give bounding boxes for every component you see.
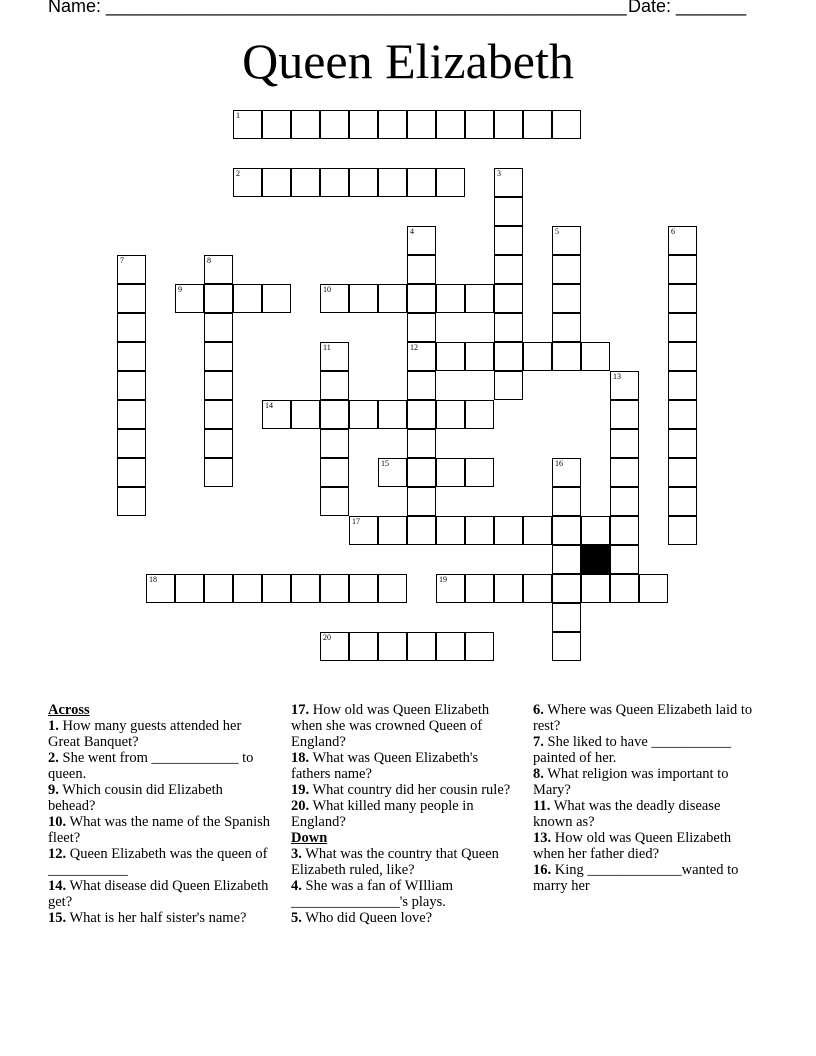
crossword-cell[interactable] [552, 516, 581, 545]
crossword-cell[interactable] [436, 168, 465, 197]
date-field-label: Date: _______ [628, 0, 747, 16]
crossword-cell[interactable] [204, 313, 233, 342]
crossword-cell[interactable] [668, 487, 697, 516]
crossword-cell[interactable] [146, 574, 175, 603]
clue-number: 5 [555, 227, 559, 236]
clue-across-14: 14. What disease did Queen Elizabeth get? [48, 878, 269, 910]
crossword-cell[interactable] [117, 371, 146, 400]
crossword-cell[interactable] [407, 255, 436, 284]
name-field-label: Name: ____________________________________________________ [48, 0, 627, 16]
crossword-cell[interactable] [407, 168, 436, 197]
crossword-cell[interactable] [320, 371, 349, 400]
crossword-cell[interactable] [407, 458, 436, 487]
crossword-cell[interactable] [204, 255, 233, 284]
crossword-cell[interactable] [117, 429, 146, 458]
crossword-cell[interactable] [291, 574, 320, 603]
crossword-cell[interactable] [552, 603, 581, 632]
crossword-cell[interactable] [407, 371, 436, 400]
crossword-cell[interactable] [117, 284, 146, 313]
crossword-cell[interactable] [320, 284, 349, 313]
crossword-cell[interactable] [523, 516, 552, 545]
crossword-cell[interactable] [407, 226, 436, 255]
clue-column-2 [291, 702, 513, 926]
clue-number: 13 [613, 372, 621, 381]
crossword-block-cell [581, 545, 610, 574]
clue-across-10: 10. What was the name of the Spanish fleet? [48, 814, 271, 846]
crossword-cell[interactable] [378, 458, 407, 487]
crossword-cell[interactable] [407, 342, 436, 371]
crossword-cell[interactable] [523, 574, 552, 603]
crossword-cell[interactable] [552, 284, 581, 313]
clue-number: 18 [149, 575, 157, 584]
clue-number: 12 [410, 343, 418, 352]
clue-across-12: 12. Queen Elizabeth was the queen of ___________ [48, 846, 268, 878]
crossword-cell[interactable] [349, 168, 378, 197]
crossword-cell[interactable] [378, 284, 407, 313]
crossword-cell[interactable] [552, 574, 581, 603]
clue-number: 20 [323, 633, 331, 642]
crossword-cell[interactable] [320, 574, 349, 603]
crossword-cell[interactable] [320, 342, 349, 371]
crossword-cell[interactable] [494, 168, 523, 197]
clue-down-5: 5. Who did Queen love? [291, 910, 433, 926]
crossword-cell[interactable] [407, 632, 436, 661]
crossword-cell[interactable] [523, 110, 552, 139]
clue-number: 14 [265, 401, 273, 410]
clue-number: 10 [323, 285, 331, 294]
crossword-cell[interactable] [552, 545, 581, 574]
crossword-cell[interactable] [552, 632, 581, 661]
crossword-cell[interactable] [436, 400, 465, 429]
clue-down-13: 13. How old was Queen Elizabeth when her father died? [533, 830, 732, 862]
crossword-cell[interactable] [117, 342, 146, 371]
crossword-cell[interactable] [291, 400, 320, 429]
crossword-cell[interactable] [378, 632, 407, 661]
crossword-cell[interactable] [233, 110, 262, 139]
crossword-cell[interactable] [436, 342, 465, 371]
crossword-cell[interactable] [610, 516, 639, 545]
crossword-cell[interactable] [407, 284, 436, 313]
crossword-cell[interactable] [117, 255, 146, 284]
crossword-cell[interactable] [610, 574, 639, 603]
crossword-cell[interactable] [291, 110, 320, 139]
crossword-cell[interactable] [552, 458, 581, 487]
crossword-cell[interactable] [117, 313, 146, 342]
crossword-cell[interactable] [407, 487, 436, 516]
crossword-cell[interactable] [465, 516, 494, 545]
crossword-cell[interactable] [494, 197, 523, 226]
crossword-cell[interactable] [233, 284, 262, 313]
clue-down-3: 3. What was the country that Queen Elizabeth ruled, like? [291, 846, 499, 878]
crossword-cell[interactable] [552, 255, 581, 284]
clue-column-3 [533, 702, 758, 894]
crossword-cell[interactable] [465, 110, 494, 139]
crossword-cell[interactable] [349, 400, 378, 429]
crossword-cell[interactable] [668, 284, 697, 313]
crossword-cell[interactable] [494, 371, 523, 400]
crossword-cell[interactable] [610, 487, 639, 516]
crossword-cell[interactable] [581, 342, 610, 371]
crossword-cell[interactable] [552, 313, 581, 342]
crossword-cell[interactable] [407, 429, 436, 458]
clue-down-16: 16. King _____________wanted to marry her [533, 862, 739, 894]
crossword-cell[interactable] [407, 313, 436, 342]
crossword-cell[interactable] [668, 400, 697, 429]
crossword-cell[interactable] [494, 516, 523, 545]
crossword-cell[interactable] [465, 284, 494, 313]
crossword-cell[interactable] [320, 487, 349, 516]
crossword-cell[interactable] [465, 342, 494, 371]
crossword-cell[interactable] [581, 516, 610, 545]
crossword-cell[interactable] [552, 487, 581, 516]
crossword-cell[interactable] [668, 313, 697, 342]
crossword-cell[interactable] [378, 110, 407, 139]
crossword-cell[interactable] [320, 110, 349, 139]
crossword-cell[interactable] [610, 371, 639, 400]
crossword-cell[interactable] [436, 574, 465, 603]
crossword-cell[interactable] [668, 429, 697, 458]
crossword-cell[interactable] [204, 284, 233, 313]
crossword-cell[interactable] [436, 516, 465, 545]
crossword-cell[interactable] [668, 516, 697, 545]
crossword-cell[interactable] [320, 458, 349, 487]
crossword-cell[interactable] [378, 400, 407, 429]
clue-across-19: 19. What country did her cousin rule? [291, 782, 511, 798]
crossword-cell[interactable] [262, 400, 291, 429]
crossword-cell[interactable] [320, 168, 349, 197]
clue-column-1 [48, 702, 273, 926]
clue-down-6: 6. Where was Queen Elizabeth laid to rest? [533, 702, 753, 734]
crossword-cell[interactable] [668, 458, 697, 487]
clue-across-9: 9. Which cousin did Elizabeth behead? [48, 782, 223, 814]
clue-number: 2 [236, 169, 240, 178]
clue-number: 7 [120, 256, 124, 265]
crossword-cell[interactable] [465, 574, 494, 603]
clue-number: 16 [555, 459, 563, 468]
crossword-cell[interactable] [465, 458, 494, 487]
down-heading: Down [291, 830, 328, 846]
crossword-cell[interactable] [436, 458, 465, 487]
crossword-cell[interactable] [639, 574, 668, 603]
crossword-cell[interactable] [175, 284, 204, 313]
crossword-cell[interactable] [494, 574, 523, 603]
clue-down-7: 7. She liked to have ___________ painted of her. [533, 734, 732, 766]
crossword-cell[interactable] [291, 168, 320, 197]
across-heading: Across [48, 702, 90, 718]
crossword-cell[interactable] [262, 574, 291, 603]
crossword-cell[interactable] [494, 284, 523, 313]
crossword-cell[interactable] [378, 574, 407, 603]
crossword-cell[interactable] [610, 545, 639, 574]
crossword-cell[interactable] [436, 284, 465, 313]
clue-number: 4 [410, 227, 414, 236]
crossword-cell[interactable] [581, 574, 610, 603]
crossword-cell[interactable] [465, 632, 494, 661]
crossword-cell[interactable] [117, 458, 146, 487]
crossword-cell[interactable] [523, 342, 552, 371]
clue-down-8: 8. What religion was important to Mary? [533, 766, 729, 798]
crossword-cell[interactable] [349, 632, 378, 661]
crossword-cell[interactable] [668, 371, 697, 400]
clue-number: 6 [671, 227, 675, 236]
clue-number: 8 [207, 256, 211, 265]
crossword-cell[interactable] [610, 458, 639, 487]
clue-down-11: 11. What was the deadly disease known as? [533, 798, 721, 830]
crossword-cell[interactable] [117, 400, 146, 429]
crossword-cell[interactable] [552, 226, 581, 255]
page-title: Queen Elizabeth [242, 33, 574, 89]
clue-across-17: 17. How old was Queen Elizabeth when she was crowned Queen of England? [291, 702, 490, 750]
clue-number: 3 [497, 169, 501, 178]
crossword-cell[interactable] [494, 342, 523, 371]
crossword-cell[interactable] [349, 574, 378, 603]
crossword-cell[interactable] [668, 226, 697, 255]
crossword-cell[interactable] [204, 574, 233, 603]
crossword-cell[interactable] [465, 400, 494, 429]
clue-down-4: 4. She was a fan of WIlliam _______________'s plays. [291, 878, 454, 910]
crossword-cell[interactable] [320, 632, 349, 661]
crossword-cell[interactable] [320, 400, 349, 429]
crossword-cell[interactable] [407, 400, 436, 429]
crossword-cell[interactable] [262, 168, 291, 197]
clue-across-18: 18. What was Queen Elizabeth's fathers name? [291, 750, 479, 782]
crossword-cell[interactable] [349, 110, 378, 139]
crossword-cell[interactable] [175, 574, 204, 603]
crossword-cell[interactable] [233, 168, 262, 197]
clue-across-1: 1. How many guests attended her Great Banquet? [48, 718, 242, 750]
crossword-cell[interactable] [494, 226, 523, 255]
crossword-cell[interactable] [262, 110, 291, 139]
crossword-cell[interactable] [610, 400, 639, 429]
crossword-cell[interactable] [407, 516, 436, 545]
crossword-cell[interactable] [668, 255, 697, 284]
clue-across-20: 20. What killed many people in England? [291, 798, 474, 830]
crossword-cell[interactable] [204, 458, 233, 487]
crossword-cell[interactable] [378, 516, 407, 545]
crossword-cell[interactable] [494, 255, 523, 284]
clue-number: 19 [439, 575, 447, 584]
clue-across-15: 15. What is her half sister's name? [48, 910, 247, 926]
crossword-cell[interactable] [436, 110, 465, 139]
clue-number: 11 [323, 343, 331, 352]
crossword-cell[interactable] [349, 284, 378, 313]
crossword-cell[interactable] [320, 429, 349, 458]
crossword-cell[interactable] [262, 284, 291, 313]
clue-number: 15 [381, 459, 389, 468]
clue-across-2: 2. She went from ____________ to queen. [48, 750, 254, 782]
clue-number: 9 [178, 285, 182, 294]
crossword-cell[interactable] [204, 400, 233, 429]
crossword-cell[interactable] [378, 168, 407, 197]
crossword-cell[interactable] [552, 342, 581, 371]
crossword-cell[interactable] [204, 342, 233, 371]
crossword-cell[interactable] [494, 110, 523, 139]
crossword-cell[interactable] [494, 313, 523, 342]
crossword-cell[interactable] [117, 487, 146, 516]
clue-number: 17 [352, 517, 360, 526]
crossword-cell[interactable] [610, 429, 639, 458]
clue-number: 1 [236, 111, 240, 120]
crossword-cell[interactable] [233, 574, 262, 603]
crossword-cell[interactable] [436, 632, 465, 661]
crossword-cell[interactable] [668, 342, 697, 371]
crossword-cell[interactable] [349, 516, 378, 545]
crossword-cell[interactable] [407, 110, 436, 139]
crossword-cell[interactable] [204, 429, 233, 458]
crossword-cell[interactable] [552, 110, 581, 139]
crossword-cell[interactable] [204, 371, 233, 400]
